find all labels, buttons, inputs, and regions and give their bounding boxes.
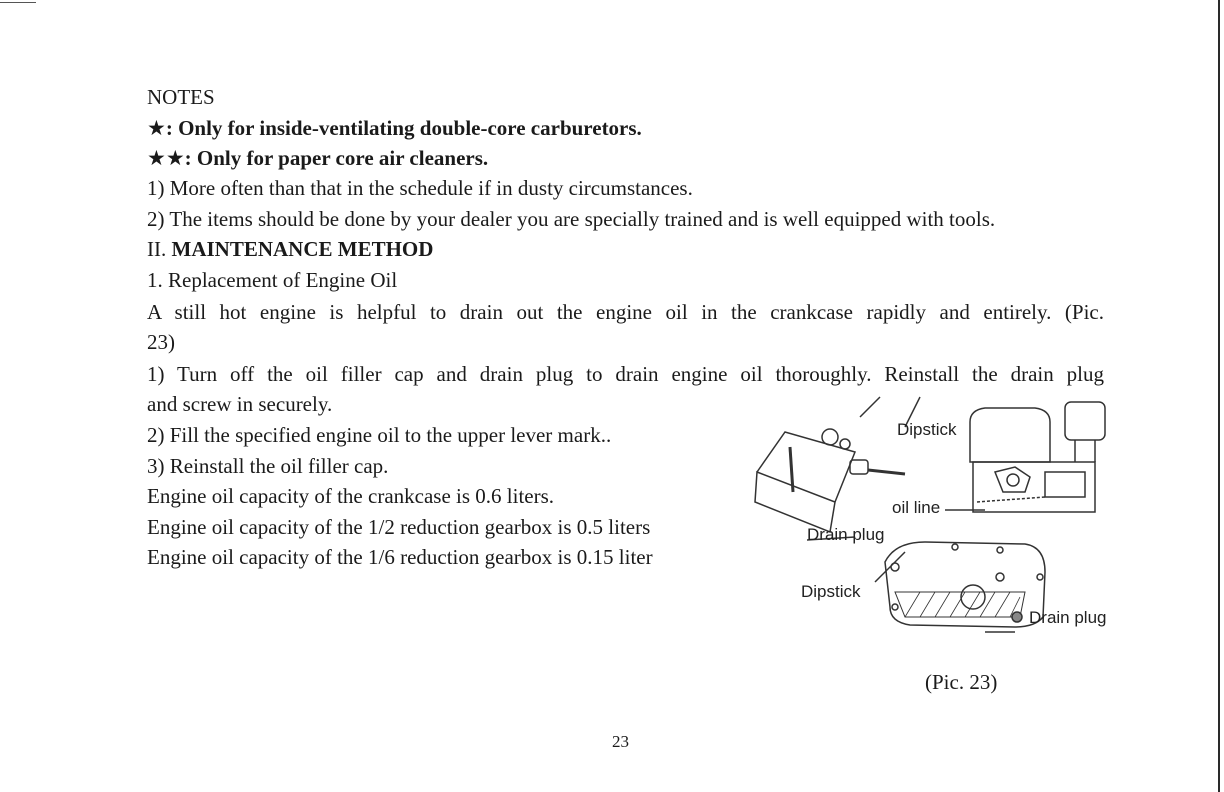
note-star2-text: : Only for paper core air cleaners.: [184, 146, 489, 170]
air-cleaner: [1065, 402, 1105, 440]
section-title: MAINTENANCE METHOD: [171, 237, 434, 261]
intro-line-2: 23): [147, 330, 175, 354]
note-star2: [147, 143, 488, 173]
step1-line-1: 1) Turn off the oil filler cap and drain plug to drain engine oil thoroughly. Reinstall the drain plug: [147, 362, 1104, 386]
notes-heading: NOTES: [147, 85, 215, 109]
crankcase-block: [755, 472, 835, 532]
note-star1-text: : Only for inside-ventilating double-core carburetors.: [165, 116, 642, 140]
double-star-icon: ★★: [147, 146, 185, 170]
subsection-title: 1. Replacement of Engine Oil: [147, 268, 398, 292]
section-heading: [147, 234, 433, 264]
label-drain-plug-right: Drain plug: [1029, 608, 1107, 627]
page-edge: [1218, 0, 1220, 792]
note-1: 1) More often than that in the schedule if in dusty circumstances.: [147, 176, 693, 200]
figure-caption: (Pic. 23): [925, 670, 998, 694]
step1-line-2: and screw in securely.: [147, 392, 333, 416]
star-icon: ★: [147, 116, 166, 140]
section-numeral: II.: [147, 237, 167, 261]
top-rule: [0, 2, 36, 3]
capacity-crankcase: Engine oil capacity of the crankcase is 0.6 liters.: [147, 484, 555, 508]
engine-cylinder: [970, 408, 1050, 462]
label-dipstick-bottom: Dipstick: [801, 582, 861, 601]
capacity-half-gearbox: Engine oil capacity of the 1/2 reduction gearbox is 0.5 liters: [147, 515, 651, 539]
step-3: 3) Reinstall the oil filler cap.: [147, 454, 389, 478]
label-dipstick-top: Dipstick: [897, 420, 957, 439]
step-2: 2) Fill the specified engine oil to the upper lever mark..: [147, 423, 612, 447]
label-drain-plug-left: Drain plug: [807, 525, 885, 544]
intro-line-1: A still hot engine is helpful to drain out the engine oil in the crankcase rapidly and entirely. (Pic.: [147, 300, 1104, 324]
note-2: 2) The items should be done by your dealer you are specially trained and is well equipped with tools.: [147, 207, 996, 231]
label-oil-line: oil line: [892, 498, 941, 517]
capacity-sixth-gearbox: Engine oil capacity of the 1/6 reduction gearbox is 0.15 liter: [147, 545, 653, 569]
note-star1: [147, 113, 642, 143]
engine-oil-diagram: [745, 392, 1125, 642]
page-number: 23: [612, 732, 629, 751]
